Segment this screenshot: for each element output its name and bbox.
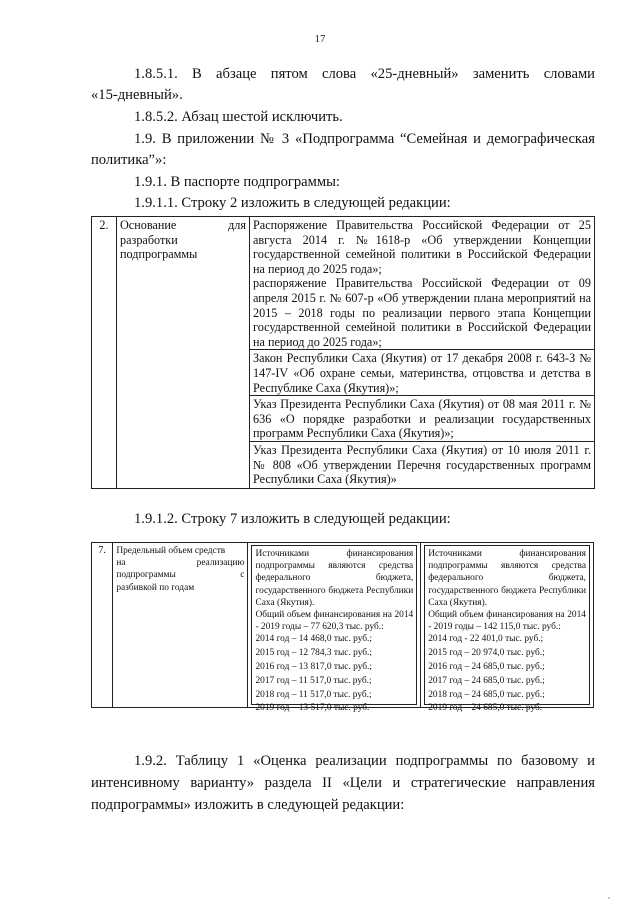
paragraph-1-9: 1.9. В приложении № 3 «Подпрограмма “Семейная и демографическая xyxy=(134,131,595,147)
scan-speck xyxy=(608,897,610,899)
row-label-line: Предельный объем средств xyxy=(116,546,226,556)
page-number: 17 xyxy=(314,33,326,45)
row-label-line: подпрограммы xyxy=(120,247,198,262)
legal-basis-item: Указ Президента Республики Саха (Якутия) от 10 июля 2011 г. № 808 «Об утверждении Перечня государственных программ Республики Саха (Якутия)» xyxy=(250,441,594,487)
funding-year: 2015 год – 12 784,3 тыс. руб.; xyxy=(255,648,372,659)
paragraph-1-9-1-1: 1.9.1.1. Строку 2 изложить в следующей редакции: xyxy=(134,195,451,211)
funding-current xyxy=(248,543,421,714)
paragraph-1-8-5-1: 1.8.5.1. В абзаце пятом слова «25-дневный» заменить словами xyxy=(134,66,595,82)
funding-year: 2017 год – 24 685,0 тыс. руб.; xyxy=(428,675,545,686)
paragraph-1-9-cont: политика”»: xyxy=(91,152,167,168)
row-label-line: подпрограммы с xyxy=(116,570,245,581)
funding-year: 2019 год – 24 685,0 тыс. руб. xyxy=(428,703,543,714)
table-row-7 xyxy=(91,542,594,714)
funding-total: Общий объем финансирования на 2014 - 2019 годы – 77 620,3 тыс. руб.: xyxy=(255,610,414,633)
paragraph-1-9-1: 1.9.1. В паспорте подпрограммы: xyxy=(134,174,340,190)
funding-year: 2018 год – 24 685,0 тыс. руб.; xyxy=(428,689,545,700)
row-label xyxy=(113,543,248,708)
funding-year: 2015 год – 20 974,0 тыс. руб.; xyxy=(428,648,545,659)
funding-year: 2014 год - 22 401,0 тыс. руб.; xyxy=(428,634,544,645)
row-label-line: Основание для xyxy=(120,218,246,232)
legal-basis-item: распоряжение Правительства Российской Федерации от 09 апреля 2015 г. № 607-р «Об утверждении плана мероприятий на 2015 – 2018 годы по реализации первого этапа Концепции государственной семейной политики в Российской Федерации на период до 2025 года»; xyxy=(253,276,591,349)
funding-intensive-box xyxy=(424,545,590,714)
legal-basis-item: Распоряжение Правительства Российской Федерации от 25 августа 2014 г. №1618-р «Об утверждении Концепции государственной семейной политики в Российской Федерации на период до 2025 года»; xyxy=(253,218,591,276)
legal-basis-item: Закон Республики Саха (Якутия) от 17 декабря 2008 г. 643-З № 147-IV «Об охране семьи, материнства, отцовства и детства в Республике Саха (Якутия)»; xyxy=(250,349,594,395)
row-content xyxy=(250,217,595,489)
table-row-2 xyxy=(91,216,595,489)
row-label-line: разработки xyxy=(120,232,178,247)
funding-intensive xyxy=(421,543,594,714)
funding-sources: Источниками финансирования подпрограммы являются средства федерального бюджета, государственного бюджета Республики Саха (Якутия). xyxy=(255,549,414,608)
paragraph-1-8-5-1-cont: «15-дневный». xyxy=(91,87,183,103)
paragraph-1-8-5-2: 1.8.5.2. Абзац шестой исключить. xyxy=(134,109,343,125)
funding-sources: Источниками финансирования подпрограммы являются средства федерального бюджета, государственного бюджета Республики Саха (Якутия). xyxy=(428,549,586,608)
funding-year: 2016 год – 24 685,0 тыс. руб.; xyxy=(428,662,545,673)
funding-total: Общий объем финансирования на 2014 - 2019 годы – 142 115,0 тыс. руб.: xyxy=(428,610,586,633)
row-label-line: на реализацию xyxy=(116,558,245,569)
legal-basis-item: Указ Президента Республики Саха (Якутия) от 08 мая 2011 г. № 636 «О порядке разработки и реализации государственных программ Республики Саха (Якутия)»; xyxy=(250,395,594,441)
funding-year: 2017 год – 11 517,0 тыс. руб.; xyxy=(255,675,372,686)
funding-year: 2018 год – 11 517,0 тыс. руб.; xyxy=(255,689,372,700)
row-label-line: разбивкой по годам xyxy=(116,582,195,593)
paragraph-1-9-1-2: 1.9.1.2. Строку 7 изложить в следующей редакции: xyxy=(134,511,451,527)
row-label xyxy=(117,217,250,489)
funding-current-box xyxy=(251,545,417,714)
row-number: 2. xyxy=(92,217,117,489)
paragraph-1-9-2-end: подпрограммы» изложить в следующей редакции: xyxy=(91,797,405,813)
paragraph-1-9-2-cont: интенсивному варианту» раздела II «Цели и стратегические направления xyxy=(91,775,595,791)
paragraph-1-9-2: 1.9.2. Таблицу 1 «Оценка реализации подпрограммы по базовому и xyxy=(134,753,595,769)
row-number: 7. xyxy=(92,543,113,708)
funding-year: 2019 год – 13 517,0 тыс. руб. xyxy=(255,703,370,714)
funding-year: 2016 год – 13 817,0 тыс. руб.; xyxy=(255,662,372,673)
funding-year: 2014 год – 14 468,0 тыс. руб.; xyxy=(255,634,372,645)
